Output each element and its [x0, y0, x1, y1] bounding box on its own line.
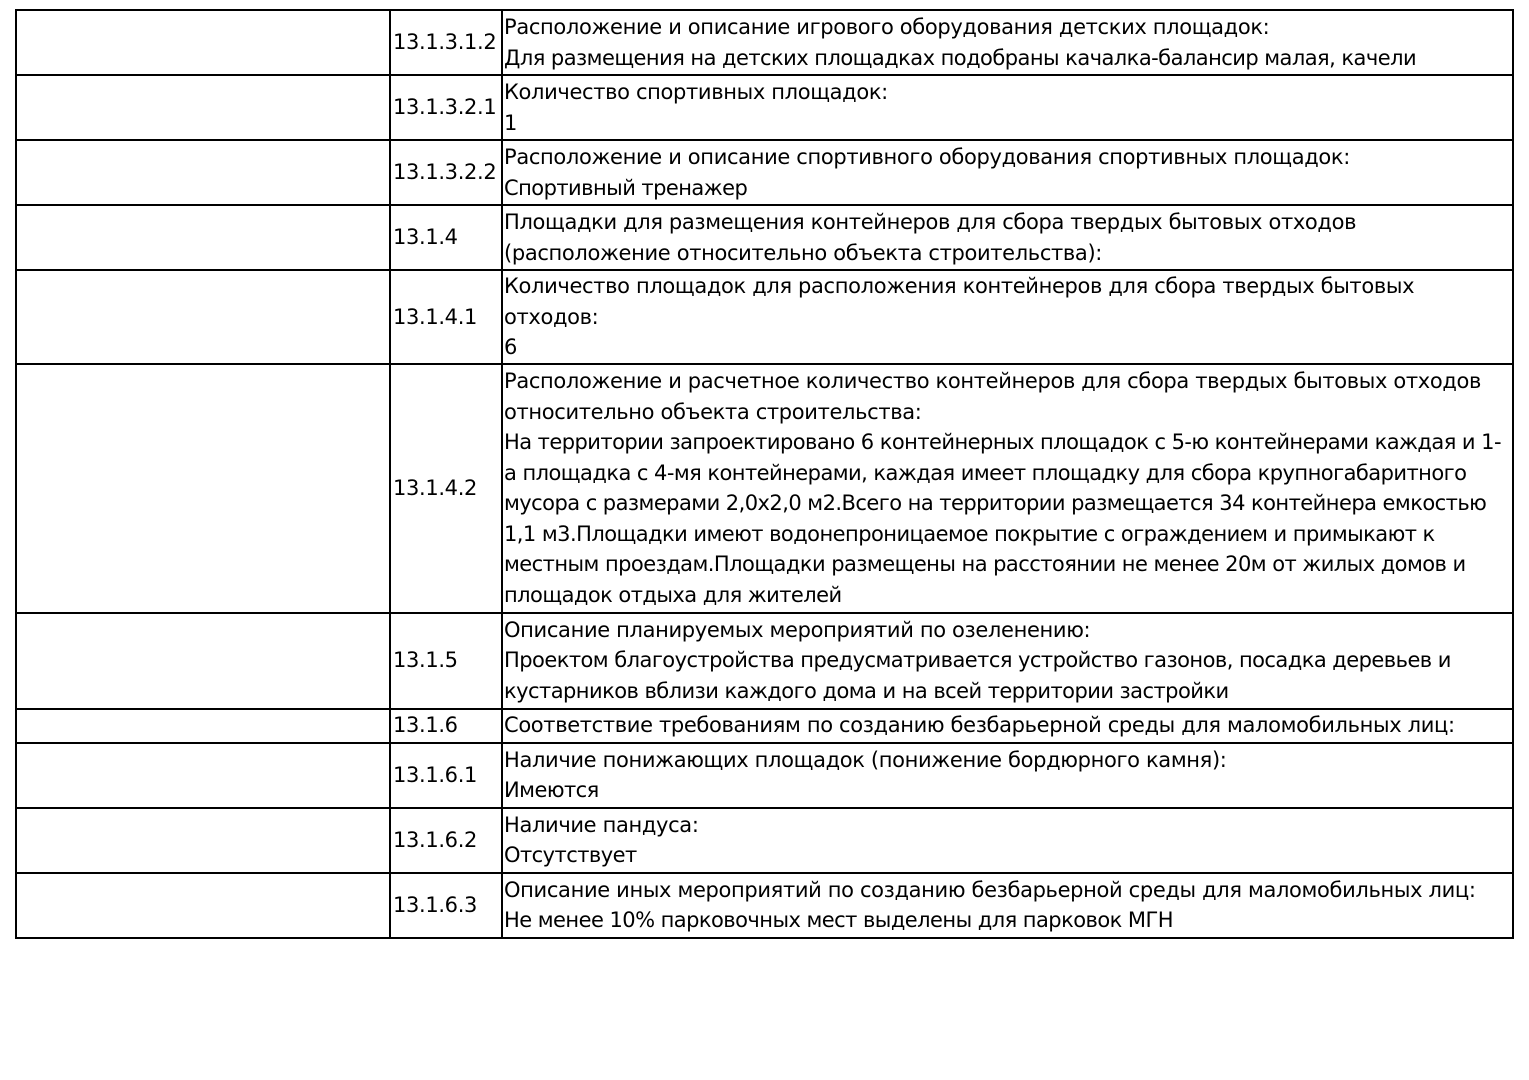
section-question: Расположение и описание спортивного оборудования спортивных площадок:	[504, 145, 1350, 169]
section-content	[502, 873, 1513, 938]
empty-cell	[16, 613, 390, 709]
section-answer: 6	[504, 335, 517, 359]
section-answer: Для размещения на детских площадках подобраны качалка-балансир малая, качели	[504, 45, 1417, 70]
section-content	[502, 10, 1513, 75]
table-row	[16, 364, 1513, 613]
section-question: Площадки для размещения контейнеров для сбора твердых бытовых отходов (расположение относительно объекта строительства):	[504, 210, 1357, 265]
section-question: Наличие понижающих площадок (понижение бордюрного камня):	[504, 747, 1227, 772]
section-answer: Отсутствует	[504, 843, 637, 867]
section-content	[502, 205, 1513, 270]
section-number: 13.1.6.1	[390, 743, 502, 808]
section-number: 13.1.5	[390, 613, 502, 709]
empty-cell	[16, 743, 390, 808]
empty-cell	[16, 205, 390, 270]
empty-cell	[16, 873, 390, 938]
section-number: 13.1.3.1.2	[390, 10, 502, 75]
section-answer: 1	[504, 110, 517, 135]
section-number: 13.1.6.2	[390, 808, 502, 873]
empty-cell	[16, 10, 390, 75]
table-row	[16, 75, 1513, 140]
section-number: 13.1.4	[390, 205, 502, 270]
section-question: Соответствие требованиям по созданию безбарьерной среды для маломобильных лиц:	[504, 713, 1455, 738]
table-row	[16, 140, 1513, 205]
section-question: Наличие пандуса:	[504, 812, 699, 837]
table-row	[16, 270, 1513, 364]
section-answer: Спортивный тренажер	[504, 175, 748, 200]
section-number: 13.1.3.2.2	[390, 140, 502, 205]
empty-cell	[16, 364, 390, 613]
section-number: 13.1.6	[390, 709, 502, 743]
section-question: Количество площадок для расположения контейнеров для сбора твердых бытовых отходов:	[504, 274, 1415, 329]
section-content	[502, 270, 1513, 364]
table-row	[16, 205, 1513, 270]
section-content	[502, 808, 1513, 873]
section-answer: Проектом благоустройства предусматривается устройство газонов, посадка деревьев и кустарников вблизи каждого дома и на всей территории застройки	[504, 648, 1451, 703]
table-row	[16, 873, 1513, 938]
section-question: Расположение и расчетное количество контейнеров для сбора твердых бытовых отходов относительно объекта строительства:	[504, 369, 1482, 424]
empty-cell	[16, 270, 390, 364]
table-row	[16, 709, 1513, 743]
section-number: 13.1.6.3	[390, 873, 502, 938]
section-number: 13.1.4.1	[390, 270, 502, 364]
section-question: Расположение и описание игрового оборудования детских площадок:	[504, 15, 1270, 39]
empty-cell	[16, 75, 390, 140]
section-question: Описание планируемых мероприятий по озеленению:	[504, 617, 1091, 642]
empty-cell	[16, 140, 390, 205]
section-content	[502, 743, 1513, 808]
section-answer: На территории запроектировано 6 контейнерных площадок с 5-ю контейнерами каждая и 1-а площадка с 4-мя контейнерами, каждая имеет площадку для сбора крупногабаритного мусора с размерами 2,0х2,0 м2.Всего на территории размещается 34 контейнера емкостью 1,1 м3.Площадки имеют водонепроницаемое покрытие с ограждением и примыкают к местным проездам.Площадки размещены на расстоянии не менее 20м от жилых домов и площадок отдыха для жителей	[504, 430, 1501, 607]
empty-cell	[16, 709, 390, 743]
section-content	[502, 140, 1513, 205]
table-row	[16, 613, 1513, 709]
section-number: 13.1.4.2	[390, 364, 502, 613]
section-content	[502, 364, 1513, 613]
empty-cell	[16, 808, 390, 873]
section-number: 13.1.3.2.1	[390, 75, 502, 140]
table-row	[16, 743, 1513, 808]
section-answer: Не менее 10% парковочных мест выделены для парковок МГН	[504, 908, 1173, 932]
table-row	[16, 10, 1513, 75]
declaration-table	[15, 9, 1514, 939]
section-answer: Имеются	[504, 778, 599, 802]
section-question: Количество спортивных площадок:	[504, 80, 888, 104]
section-content	[502, 709, 1513, 743]
section-question: Описание иных мероприятий по созданию безбарьерной среды для маломобильных лиц:	[504, 877, 1476, 902]
section-content	[502, 613, 1513, 709]
section-content	[502, 75, 1513, 140]
table-row	[16, 808, 1513, 873]
